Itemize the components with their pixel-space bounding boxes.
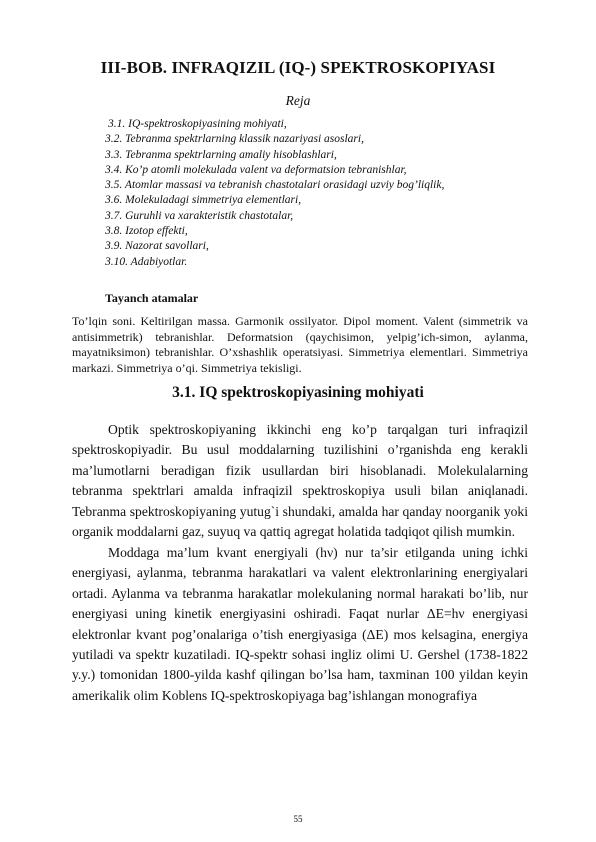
toc-item: 3.5. Atomlar massasi va tebranish chastotalari orasidagi uzviy bog’liqlik, (105, 179, 445, 192)
toc-item: 3.2. Tebranma spektrlarning klassik nazariyasi asoslari, (105, 133, 364, 146)
table-of-contents (105, 117, 444, 270)
toc-item: 3.10. Adabiyotlar. (105, 255, 188, 268)
toc-item: 3.8. Izotop effekti, (105, 225, 188, 238)
toc-item: 3.7. Guruhli va xarakteristik chastotalar, (105, 209, 294, 222)
section-title: 3.1. IQ spektroskopiyasining mohiyati (172, 384, 424, 401)
page-number: 55 (293, 814, 303, 824)
key-terms-text: To’lqin soni. Keltirilgan massa. Garmonik ossilyator. Dipol moment. Valent (simmetrik va antisimmetrik) tebranishlar. Deformatsion (qaychisimon, yelpig’ich-simon, aylanma, mayatniksimon) tebranishlar. O’xshashlik operatsiyasi. Simmetriya elementlari. Simmetriya markazi. Simmetriya o’qi. Simmetriya tekisligi. (72, 314, 528, 375)
toc-item: 3.3. Tebranma spektrlarning amaliy hisoblashlari, (105, 148, 337, 161)
toc-item: 3.6. Molekuladagi simmetriya elementlari, (105, 194, 302, 207)
body-text (72, 420, 528, 706)
paragraph: Moddaga ma’lum kvant energiyali (hν) nur ta’sir etilganda uning ichki energiyasi, aylanma, tebranma harakatlari va valent elektronlarining energiyalari ortadi. Aylanma va tebranma harakatlar molekulaning normal harakati bo’lib, nur energiyasi uning kinetik energiyasini oshiradi. Faqat nurlar ΔE=hν energiyasi elektronlar kvant pog’onalariga o’tish energiyasiga (ΔE) mos kelsagina, energiya yutiladi va spektr kuzatiladi. IQ-spektr sohasi ingliz olimi U. Gershel (1738-1822 y.y.) tomonidan 1800-yilda kashf qilingan bo’lsa ham, taxminan 100 yildan keyin amerikalik olim Koblens IQ-spektroskopiyaga bag’ishlangan monografiya (72, 544, 528, 703)
chapter-title: III-BOB. INFRAQIZIL (IQ-) SPEKTROSKOPIYASI (100, 58, 496, 77)
toc-item: 3.4. Ko’p atomli molekulada valent va deformatsion tebranishlar, (105, 163, 407, 176)
paragraph: Optik spektroskopiyaning ikkinchi eng ko’p tarqalgan turi infraqizil spektroskopiyadir. Bu usul moddalarning tuzilishini o’rganishda eng kerakli ma’lumotlarni beradigan fizik usullardan biri hisoblanadi. Molekulalarning tebranma spektrlari amalda infraqizil spektroskopiya usuli bilan aniqlanadi. Tebranma spektroskopiyaning yutug`i shundaki, amalda har qanday noorganik yoki organik moddalarni gaz, suyuq va qattiq agregat holatida tadqiqot qilish mumkin. (72, 422, 528, 540)
toc-item: 3.9. Nazorat savollari, (105, 240, 209, 253)
toc-item: 3.1. IQ-spektroskopiyasining mohiyati, (108, 118, 287, 130)
reja-label: Reja (285, 93, 311, 108)
key-terms-heading: Tayanch atamalar (105, 291, 199, 305)
